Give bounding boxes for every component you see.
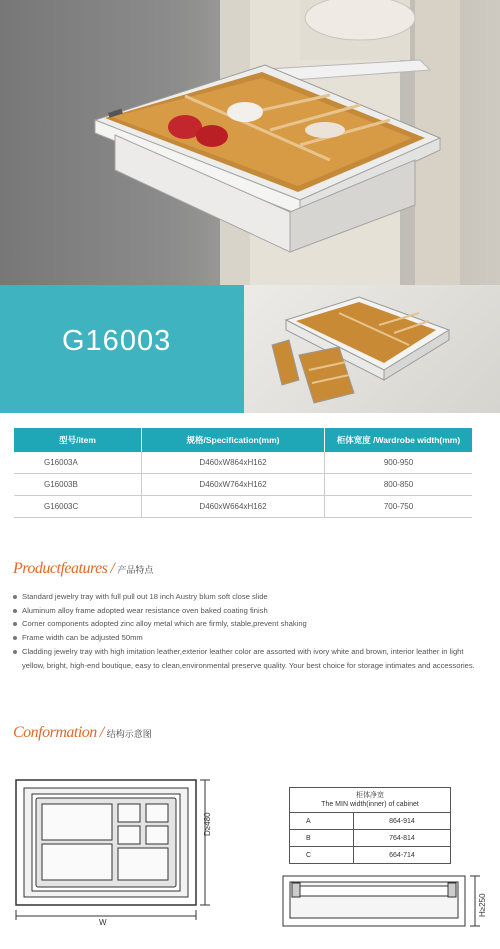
- detail-product-photo: [244, 285, 500, 413]
- table-row: [290, 847, 451, 864]
- min-width-table: [289, 787, 451, 864]
- cell-item: G16003C: [14, 496, 142, 518]
- cell-spec: D460xW764xH162: [142, 474, 325, 496]
- list-item: Frame width can be adjusted 50mm: [13, 631, 488, 645]
- header-specification: 规格/Specification(mm): [142, 428, 325, 452]
- cell-item: G16003B: [14, 474, 142, 496]
- min-width-header-en: The MIN width(inner) of cabinet: [321, 801, 419, 808]
- cell-min-width: 764-814: [354, 830, 451, 847]
- list-item: Cladding jewelry tray with high imitation leather,exterior leather color are assorted with ivory white and brown, interior leather in light yellow, bright, high-end boutique, easy to clean,environmental preserve quality. Your best choice for storage intimates and accessories.: [13, 645, 488, 672]
- cell-model: C: [290, 847, 354, 864]
- table-row: [290, 813, 451, 830]
- header-item: 型号/item: [14, 428, 142, 452]
- cell-width: 900-950: [325, 452, 473, 474]
- min-width-header: [290, 788, 451, 813]
- list-item: Corner components adopted zinc alloy metal which are firmly, stable,prevent shaking: [13, 617, 488, 631]
- cell-min-width: 664-714: [354, 847, 451, 864]
- top-view-drawing: [16, 780, 210, 920]
- list-item: Standard jewelry tray with full pull out 18 inch Austry blum soft close slide: [13, 590, 488, 604]
- hero-product-photo: [0, 0, 500, 285]
- product-code: G16003: [62, 325, 172, 357]
- drawer-illustration: [0, 0, 500, 285]
- cell-spec: D460xW864xH162: [142, 452, 325, 474]
- list-item: Aluminum alloy frame adopted wear resistance oven baked coating finish: [13, 604, 488, 618]
- conformation-title-cn: 结构示意图: [106, 730, 152, 740]
- conformation-heading: Conformation / 结构示意图: [13, 724, 152, 741]
- features-list: [13, 590, 488, 672]
- cell-spec: D460xW664xH162: [142, 496, 325, 518]
- table-row: [290, 830, 451, 847]
- depth-label: D≥480: [203, 812, 212, 836]
- cell-width: 700-750: [325, 496, 473, 518]
- cell-item: G16003A: [14, 452, 142, 474]
- min-width-header-cn: 柜体净宽: [356, 792, 384, 799]
- features-heading: Productfeatures / 产品特点: [13, 560, 154, 577]
- header-wardrobe-width: 柜体宽度 /Wardrobe width(mm): [325, 428, 473, 452]
- table-row: [14, 452, 472, 474]
- tray-illustration: [244, 285, 500, 413]
- features-title-cn: 产品特点: [117, 566, 154, 576]
- height-label: H≥250: [478, 893, 487, 917]
- front-view-drawing: [283, 876, 480, 926]
- conformation-title: Conformation: [13, 724, 97, 741]
- features-title: Productfeatures: [13, 560, 108, 577]
- width-label: W: [99, 918, 107, 927]
- cell-model: A: [290, 813, 354, 830]
- table-row: [14, 474, 472, 496]
- cell-width: 800-850: [325, 474, 473, 496]
- spec-table: [14, 428, 472, 518]
- spec-table-header: [14, 428, 472, 452]
- cell-model: B: [290, 830, 354, 847]
- table-row: [14, 496, 472, 518]
- cell-min-width: 864-914: [354, 813, 451, 830]
